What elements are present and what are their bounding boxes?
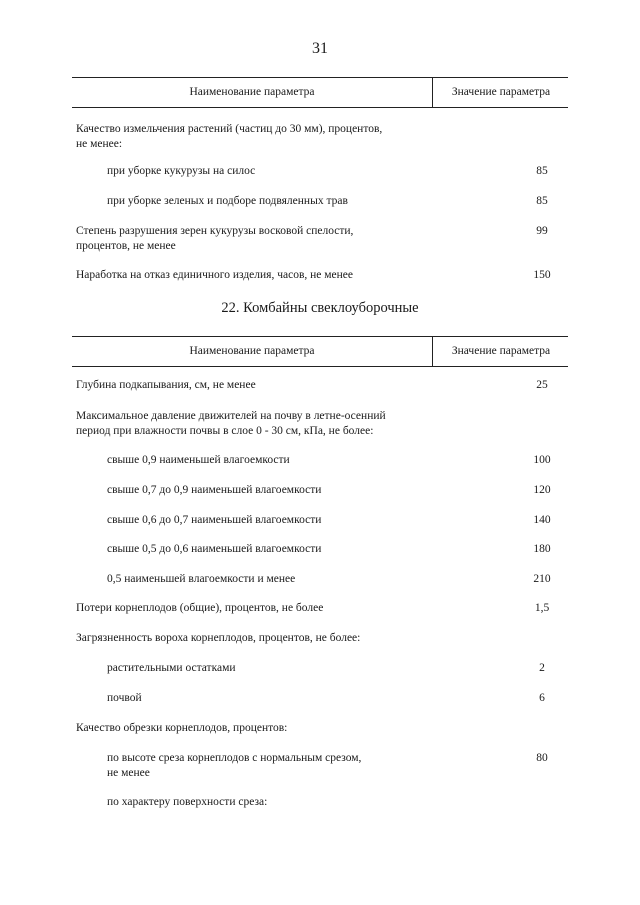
- row-label: Потери корнеплодов (общие), процентов, не более: [76, 602, 324, 614]
- section-title: 22. Комбайны свеклоуборочные: [221, 300, 419, 316]
- row-label-line: Качество измельчения растений (частиц до 30 мм), процентов,: [76, 123, 383, 135]
- row-label-line: по высоте среза корнеплодов с нормальным срезом,: [107, 752, 362, 764]
- row-label: почвой: [107, 692, 142, 704]
- row-label-line-2: процентов, не менее: [76, 240, 176, 252]
- row-value: 140: [533, 514, 551, 526]
- row-label: Глубина подкапывания, см, не менее: [76, 379, 256, 391]
- row-value: 100: [533, 454, 551, 466]
- row-label: [76, 224, 353, 254]
- row-value: 25: [536, 379, 548, 391]
- row-label: Качество обрезки корнеплодов, процентов:: [76, 722, 288, 734]
- row-label-line: Максимальное давление движителей на почву в летне-осенний: [76, 410, 386, 422]
- column-header-value: Значение параметра: [432, 78, 569, 107]
- row-label: растительными остатками: [107, 662, 236, 674]
- row-value: 85: [536, 165, 548, 177]
- row-label: [76, 122, 382, 152]
- row-label: при уборке кукурузы на силос: [107, 165, 256, 177]
- row-label: по характеру поверхности среза:: [107, 796, 268, 808]
- row-value: 120: [533, 484, 551, 496]
- row-label: 0,5 наименьшей влагоемкости и менее: [107, 573, 296, 585]
- row-label: свыше 0,6 до 0,7 наименьшей влагоемкости: [107, 514, 322, 526]
- column-header-name: Наименование параметра: [189, 86, 315, 98]
- row-label: свыше 0,7 до 0,9 наименьшей влагоемкости: [107, 484, 322, 496]
- page-number: 31: [312, 40, 328, 57]
- row-label-line: Степень разрушения зерен кукурузы восковой спелости,: [76, 225, 354, 237]
- row-label: свыше 0,5 до 0,6 наименьшей влагоемкости: [107, 543, 322, 555]
- column-header-value: Значение параметра: [432, 337, 569, 366]
- row-label: [107, 751, 361, 781]
- row-label: [76, 409, 386, 439]
- row-value: 150: [533, 269, 551, 281]
- row-value: 85: [536, 195, 548, 207]
- row-label: при уборке зеленых и подборе подвяленных трав: [107, 195, 348, 207]
- row-label: Наработка на отказ единичного изделия, часов, не менее: [76, 269, 354, 281]
- row-label-line-2: не менее:: [76, 138, 123, 150]
- row-label: Загрязненность вороха корнеплодов, процентов, не более:: [76, 632, 361, 644]
- row-value: 80: [536, 752, 548, 764]
- row-value: 99: [536, 225, 548, 237]
- row-value: 2: [539, 662, 545, 674]
- row-label-line-2: период при влажности почвы в слое 0 - 30 см, кПа, не более:: [76, 425, 374, 437]
- column-header-name: Наименование параметра: [189, 345, 315, 357]
- row-value: 1,5: [534, 602, 550, 614]
- table-header: [72, 336, 568, 367]
- table-header: [72, 77, 568, 108]
- row-value: 210: [533, 573, 551, 585]
- row-value: 180: [533, 543, 551, 555]
- row-label: свыше 0,9 наименьшей влагоемкости: [107, 454, 290, 466]
- row-label-line-2: не менее: [107, 767, 150, 779]
- row-value: 6: [539, 692, 545, 704]
